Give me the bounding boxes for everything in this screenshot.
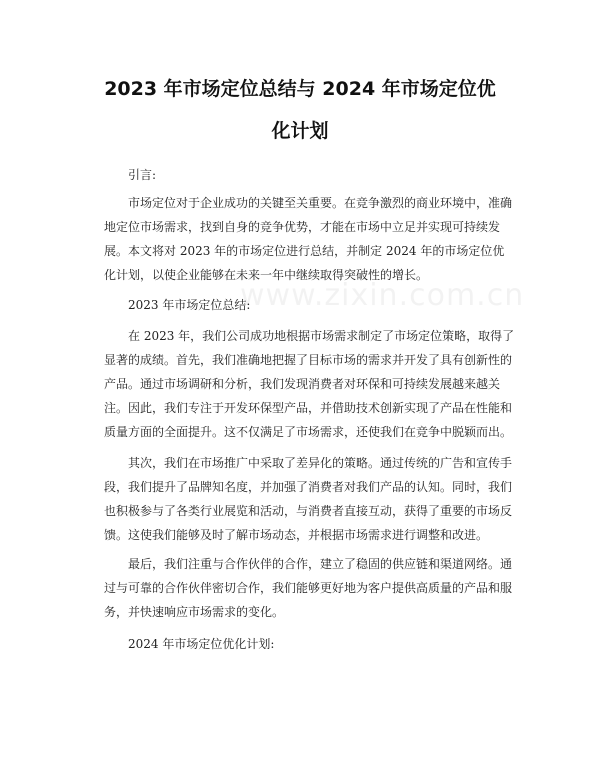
summary-paragraph-1: 在 2023 年，我们公司成功地根据市场需求制定了市场定位策略，取得了显著的成绩。首先，我们准确地把握了目标市场的需求并开发了具有创新性的产品。通过市场调研和分析，我们发现消费者对环保和可持续发展越来越关注。因此，我们专注于开发环保型产品，并借助技术创新实现了产品在性能和质量方面的全面提升。这不仅满足了市场需求，还使我们在竞争中脱颖而出。 [104,329,515,439]
intro-paragraph: 市场定位对于企业成功的关键至关重要。在竞争激烈的商业环境中，准确地定位市场需求，找到自身的竞争优势，才能在市场中立足并实现可持续发展。本文将对 2023 年的市场定位进行总结，并制定 2024 年的市场定位优化计划，以使企业能够在未来一年中继续取得突破性的增长。 [104,196,513,282]
summary-paragraph-3: 最后，我们注重与合作伙伴的合作，建立了稳固的供应链和渠道网络。通过与可靠的合作伙伴密切合作，我们能够更好地为客户提供高质量的产品和服务，并快速响应市场需求的变化。 [104,557,513,619]
watermark: www.zixin.com.cn [240,278,525,313]
plan-heading: 2024 年市场定位优化计划: [128,637,275,651]
intro-label: 引言: [128,168,157,182]
document-title-line-1: 2023 年市场定位总结与 2024 年市场定位优 [104,78,496,100]
summary-heading: 2023 年市场定位总结: [128,298,251,312]
summary-paragraph-2: 其次，我们在市场推广中采取了差异化的策略。通过传统的广告和宣传手段，我们提升了品牌知名度，并加强了消费者对我们产品的认知。同时，我们也积极参与了各类行业展览和活动，与消费者直接互动，获得了重要的市场反馈。这使我们能够及时了解市场动态，并根据市场需求进行调整和改进。 [104,456,513,542]
document-title-line-2: 化计划 [271,120,329,142]
